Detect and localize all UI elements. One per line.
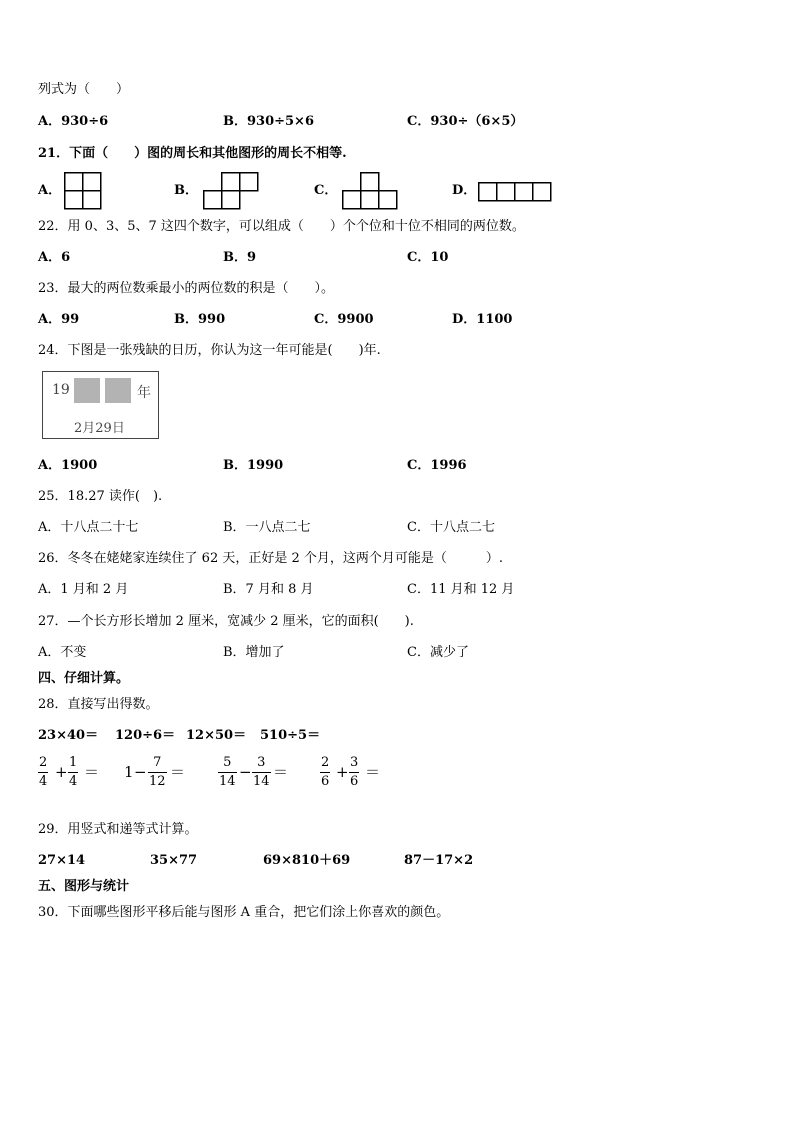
plus-sign: + xyxy=(55,763,68,781)
option-b[interactable]: B． xyxy=(174,183,198,198)
option-c[interactable]: C．9900 xyxy=(314,312,374,327)
plus-sign: + xyxy=(336,763,349,781)
question-stem: 29．用竖式和递等式计算。 xyxy=(38,822,198,837)
option-a[interactable]: A．930÷6 xyxy=(38,114,109,129)
option-c[interactable]: C．10 xyxy=(407,250,449,265)
equals-sign: ＝ xyxy=(273,763,289,781)
calendar-missing-digit xyxy=(105,378,131,403)
option-b[interactable]: B．7 月和 8 月 xyxy=(223,582,314,597)
calendar-date: 2月29日 xyxy=(74,421,125,436)
fraction: 3 14 xyxy=(253,755,270,789)
equals-sign: ＝ xyxy=(170,763,186,781)
option-a[interactable]: A．不变 xyxy=(38,645,87,660)
question-stem: 26．冬冬在姥姥家连续住了 62 天，正好是 2 个月，这两个月可能是（ ）. xyxy=(38,551,504,566)
section-heading: 五、图形与统计 xyxy=(38,879,130,894)
option-a[interactable]: A．十八点二十七 xyxy=(38,520,139,535)
option-a[interactable]: A． xyxy=(38,183,62,198)
calc-item: 23×40＝ xyxy=(38,728,99,743)
option-b[interactable]: B．990 xyxy=(174,312,226,327)
calc-item: 35×77 xyxy=(150,853,198,868)
figure-t-shape xyxy=(342,172,398,210)
option-b[interactable]: B．1990 xyxy=(223,458,284,473)
calc-item: 12×50＝ xyxy=(186,728,247,743)
fraction: 2 6 xyxy=(321,755,330,789)
minus-sign: − xyxy=(239,763,252,781)
question-stem: 25．18.27 读作( ). xyxy=(38,489,163,504)
calc-item: 69×810＋69 xyxy=(263,853,351,868)
option-c[interactable]: C．930÷（6×5） xyxy=(407,114,524,129)
calendar-missing-digit xyxy=(74,378,100,403)
torn-calendar xyxy=(42,371,159,439)
option-a[interactable]: A．1 月和 2 月 xyxy=(38,582,129,597)
option-d[interactable]: D．1100 xyxy=(452,312,513,327)
option-b[interactable]: B．一八点二七 xyxy=(223,520,311,535)
question-stem: 21．下面（ ）图的周长和其他图形的周长不相等. xyxy=(38,146,347,161)
option-c[interactable]: C．1996 xyxy=(407,458,467,473)
question-stem: 24．下图是一张残缺的日历，你认为这一年可能是( )年. xyxy=(38,343,381,358)
question-stem: 22．用 0、3、5、7 这四个数字，可以组成（ ）个个位和十位不相同的两位数。 xyxy=(38,219,525,234)
option-d[interactable]: D． xyxy=(452,183,477,198)
option-b[interactable]: B．930÷5×6 xyxy=(223,114,315,129)
equals-sign: ＝ xyxy=(365,763,381,781)
option-c[interactable]: C．减少了 xyxy=(407,645,469,660)
fraction: 3 6 xyxy=(350,755,359,789)
figure-stair-shape xyxy=(203,172,259,210)
minus-sign: − xyxy=(134,763,147,781)
calendar-year-prefix: 19 xyxy=(52,382,70,398)
calendar-year-char: 年 xyxy=(137,385,151,401)
whole-number: 1 xyxy=(124,763,134,781)
calc-item: 510÷5＝ xyxy=(260,728,321,743)
fraction: 1 4 xyxy=(69,755,78,789)
fraction: 7 12 xyxy=(149,755,166,789)
calc-item: 120÷6＝ xyxy=(115,728,176,743)
option-a[interactable]: A．1900 xyxy=(38,458,98,473)
question-stem: 列式为（ ） xyxy=(38,82,130,97)
option-c[interactable]: C． xyxy=(314,183,338,198)
option-c[interactable]: C．十八点二七 xyxy=(407,520,495,535)
figure-1x4-row xyxy=(478,182,554,202)
equals-sign: ＝ xyxy=(84,763,100,781)
question-stem: 27．—个长方形长增加 2 厘米，宽减少 2 厘米，它的面积( ). xyxy=(38,614,414,629)
option-a[interactable]: A．6 xyxy=(38,250,71,265)
question-stem: 30．下面哪些图形平移后能与图形 A 重合，把它们涂上你喜欢的颜色。 xyxy=(38,905,450,920)
option-b[interactable]: B．9 xyxy=(223,250,257,265)
option-a[interactable]: A．99 xyxy=(38,312,80,327)
calc-item: 87－17×2 xyxy=(404,853,474,868)
option-c[interactable]: C．11 月和 12 月 xyxy=(407,582,515,597)
section-heading: 四、仔细计算。 xyxy=(38,671,130,686)
fraction: 2 4 xyxy=(39,755,48,789)
calc-item: 27×14 xyxy=(38,853,86,868)
question-stem: 28．直接写出得数。 xyxy=(38,697,159,712)
figure-2x2-grid xyxy=(64,172,102,210)
fraction: 5 14 xyxy=(219,755,236,789)
option-b[interactable]: B．增加了 xyxy=(223,645,285,660)
question-stem: 23．最大的两位数乘最小的两位数的积是（ ）。 xyxy=(38,281,335,296)
